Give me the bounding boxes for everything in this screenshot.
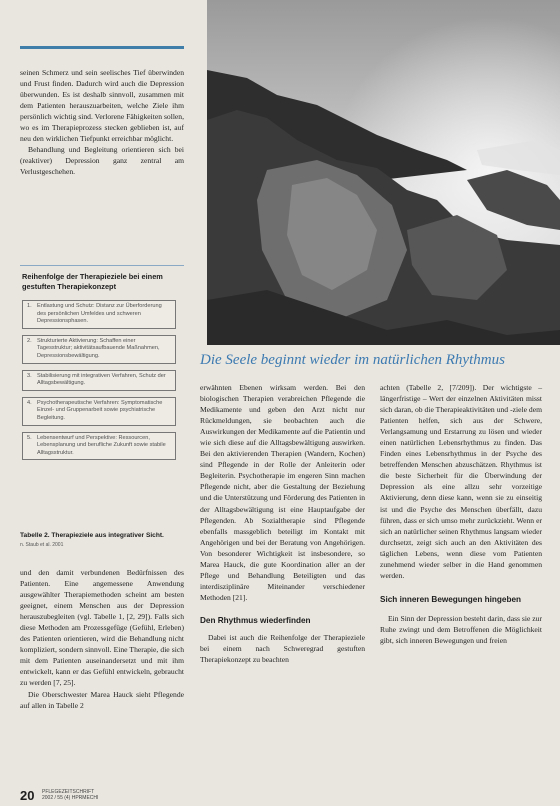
table-caption: Tabelle 2. Therapieziele aus integrativer Sicht.	[20, 532, 164, 539]
box-item-number: 4.	[27, 399, 32, 406]
box-item-text: Strukturierte Aktivierung: Schaffen einer Tagesstruktur; aktivitätsaufbauende Maßnahmen, Depressionsbewältigung.	[37, 337, 160, 359]
box-item	[22, 370, 176, 391]
paragraph: Dabei ist auch die Reihenfolge der Therapieziele bei einem nach Schweregrad gestuften Therapiekonzept zu beachten	[200, 632, 365, 665]
paragraph: achten (Tabelle 2, [7/209]). Der wichtigste – längerfristige – Wert der einzelnen Aktivitäten misst sich daran, ob die Therapieaktivitäten und -ziele dem Patienten helfen, sich aus der Schwere, Verlangsamung und Erstarrung zu lösen und wieder einen natürlichen Lebensrhythmus zu finden. Das Finden eines Lebensrhythmus in der Psyche des betreffenden Menschen abzuschätzen. Rhythmus ist die beste Sicherheit für die Überwindung der Depression als eine allzu sehr vorzeitige Aktivierung, denn diese kann, wenn sie zu einseitig ist und die Psyche des Menschen überfällt, dazu führen, dass er sich umso mehr zurückzieht. Wenn er sich an natürlicher seinen Rhythmus langsam wieder durchsetzt, zeigt sich auch an den Aktivitäten des täglichen Lebens, wenn diese vom Patienten zunehmend wieder selber in die Hand genommen werden.	[380, 383, 542, 580]
section-heading: Sich inneren Bewegungen hingeben	[380, 594, 522, 604]
paragraph: seinen Schmerz und sein seelisches Tief überwinden und Frust finden. Dadurch wird auch die Depression überwunden. Es ist deshalb sinnvoll, zusammen mit dem Patienten herauszuarbeiten, welche Ziele ihm persönlich wichtig sind. Verlorene Fähigkeiten sollen, wo es im Therapieprozess stecken geblieben ist, auf neu den wirklichen Tiefpunkt erreichbar möglicht.	[20, 68, 184, 144]
box-item	[22, 432, 176, 461]
box-item-text: Entlastung und Schutz: Distanz zur Überforderung des persönlichen Umfeldes und schweren Depressionsphasen.	[37, 303, 162, 325]
paragraph: Behandlung und Begleitung orientieren sich bei (reaktiver) Depression ganz zentral am Verlustgeschehen.	[20, 145, 184, 177]
page-number: 20	[20, 788, 35, 803]
box-item	[22, 300, 176, 329]
box-item-number: 2.	[27, 337, 32, 344]
box-title: Reihenfolge der Therapieziele bei einem gestuften Therapiekonzept	[22, 272, 163, 291]
box-item-number: 5.	[27, 434, 32, 441]
box-item-text: Stabilisierung mit integrativen Verfahren, Schutz der Alltagsbewältigung.	[37, 372, 166, 387]
box-item-text: Lebensentwurf und Perspektive: Ressourcen, Lebensplanung und berufliche Zukunft sowie stabile Alltagsstruktur.	[37, 434, 166, 456]
box-item-number: 3.	[27, 372, 32, 379]
photo-caption: Die Seele beginnt wieder im natürlichen Rhythmus	[200, 352, 505, 368]
paragraph: Die Oberschwester Marea Hauck sieht Pflegende auf allen in Tabelle 2	[20, 689, 184, 710]
accent-rule	[20, 46, 184, 49]
column-1-top	[20, 67, 184, 177]
box-item	[22, 397, 176, 426]
section-heading: Den Rhythmus wiederfinden	[200, 615, 311, 625]
column-2	[200, 382, 365, 665]
box-item	[22, 335, 176, 364]
therapy-goals-box	[20, 265, 184, 528]
paragraph: erwähnten Ebenen wirksam werden. Bei den biologischen Therapien verabreichen Pflegende die Medikamente und geben den Arzt nicht nur Rückmeldungen, sie beobachten auch die Auswirkungen der Medikamente auf die Patientin und wie sich diese auf die Alltagsbewältigung auswirken. Bei den aktivierenden Therapien (Wandern, Kochen) sind Pflegende in der Rolle der Anleiterin oder Begleiterin. Psychotherapie im engeren Sinn machen Pflegende nicht, aber die Gestaltung der Beziehung und die Unterstützung und Förderung des Patienten in der Alltagsbewältigung ist eine Hauptaufgabe der Pflegenden. Ab Sozialtherapie sind Pflegende ebenfalls massgeblich beteiligt im Kontakt mit Angehörigen und bei der Beratung von Angehörigen. Von besonderer Wichtigkeit ist insbesondere, so Marea Hauck, die gute Koordination aller an der Pflege und Behandlung Beteiligten und das interdisziplinäre Miteinander verschiedener Methoden [21].	[200, 383, 365, 602]
paragraph: und den damit verbundenen Bedürfnissen des Patienten. Eine angemessene Anwendung ausgewählter Therapiemethoden scheint am besten geeignet, einem Menschen aus der Depression herauszubegleiten (vgl. Tabelle 1, [2, 29]). Falls sich diese Methoden am Prozessgefüge (Gefühl, Erleben) des Patienten orientieren, wird die Behandlung nicht kompliziert, sondern sinnvoll. Eine Therapie, die sich mit dem Patienten auseinandersetzt und mit ihm entwickelt, kann er das Gefühl entwickeln, gebraucht zu werden [7, 25].	[20, 568, 184, 688]
column-3	[380, 382, 542, 646]
footer-source: PFLEGEZEITSCHRIFT 2002 / 55 (4) HPRMECHI	[42, 789, 99, 801]
box-item-text: Psychotherapeutische Verfahren: Symptomatische Einzel- und Gruppenarbeit sowie psychiatrische Begleitung.	[37, 399, 163, 421]
box-item-number: 1.	[27, 303, 32, 309]
column-1-bottom	[20, 567, 184, 711]
coastal-rock-photo	[207, 0, 560, 345]
table-source: n. Staub et al. 2001	[20, 542, 64, 548]
paragraph: Ein Sinn der Depression besteht darin, dass sie zur Ruhe zwingt und dem Betroffenen die Möglichkeit gibt, sich inneren Bewegungen und freien	[380, 613, 542, 645]
photo-illustration	[207, 0, 560, 345]
